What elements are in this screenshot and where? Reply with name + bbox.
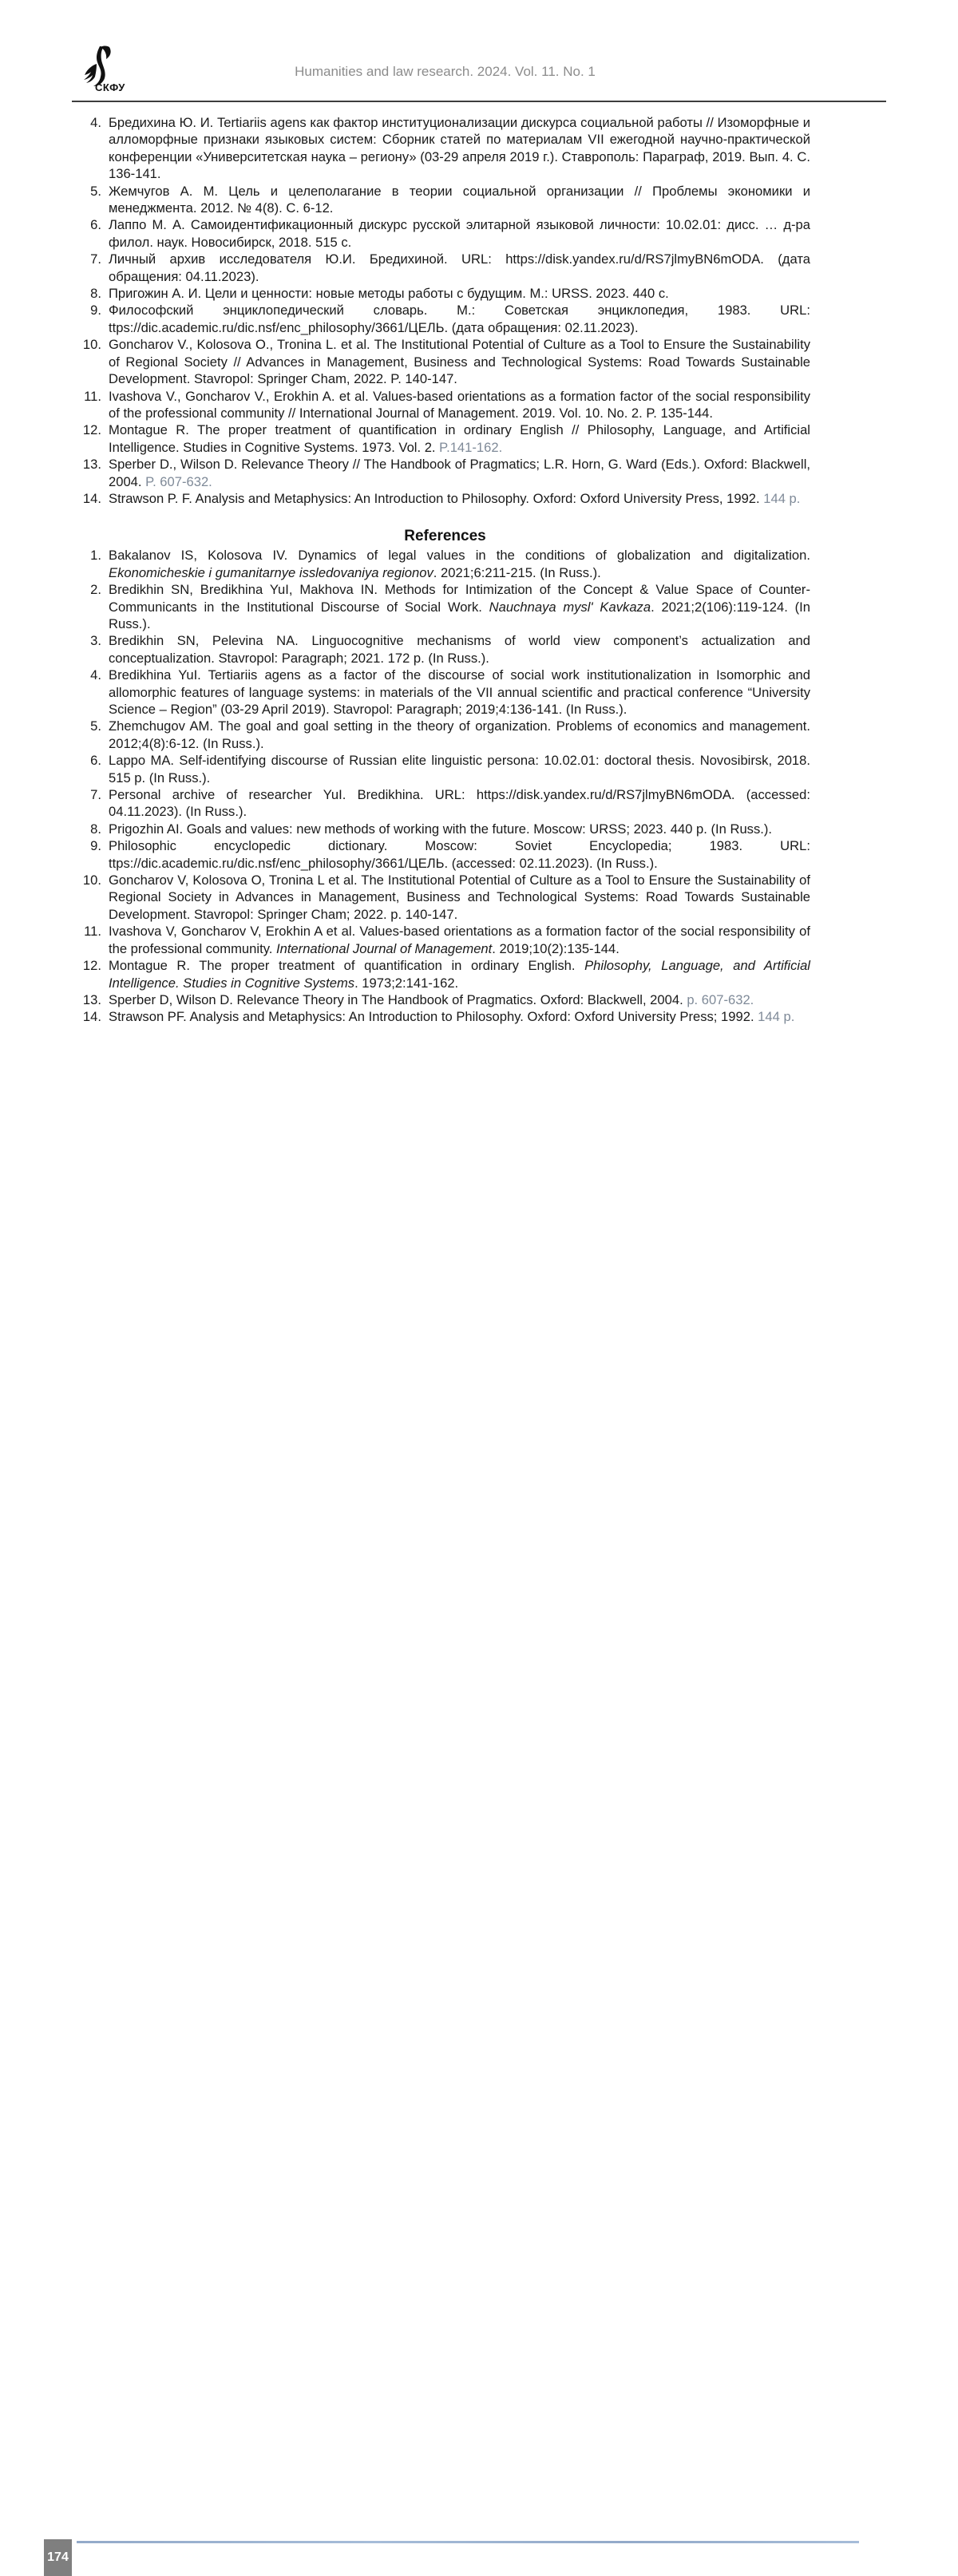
- journal-title: International Journal of Management: [275, 940, 493, 956]
- reference-text: [109, 456, 810, 490]
- reference-fragment: Sperber D, Wilson D. Relevance Theory in The Handbook of Pragmatics. Oxford: Blackwell, 2004.: [109, 991, 687, 1007]
- references-list: [80, 547, 810, 1025]
- reference-number: 12.: [82, 958, 101, 974]
- page-header: [0, 0, 958, 104]
- page-number-badge: 174: [44, 2539, 72, 2576]
- page-footer: [0, 1267, 958, 2564]
- reference-fragment: Bredikhin SN, Pelevina NA. Linguocognitive mechanisms of world view component’s actualization and conceptualization. Stavropol: Paragraph; 2021. 172 p. (In Russ.).: [109, 633, 810, 666]
- reference-item: [80, 667, 810, 718]
- reference-fragment: Ivashova V, Goncharov V, Erokhin A et al. Values-based orientations as a formation factor of the social responsibility of the professional community.: [109, 924, 810, 956]
- reference-text: [109, 923, 810, 957]
- reference-text: [109, 991, 810, 1008]
- reference-text: [109, 837, 810, 872]
- reference-number: 2.: [90, 582, 101, 598]
- reference-number: 4.: [90, 115, 101, 130]
- reference-text: [109, 388, 810, 422]
- reference-item: [80, 752, 810, 786]
- reference-number: 11.: [84, 388, 101, 404]
- reference-text: [109, 957, 810, 991]
- reference-item: [80, 251, 810, 285]
- reference-item: [80, 718, 810, 752]
- page-range-fragment: P. 607-632.: [145, 473, 212, 489]
- reference-fragment: Personal archive of researcher YuI. Bredikhina. URL: https://disk.yandex.ru/d/RS7jlmyBN6mODA. (accessed: 04.11.2023). (In Russ.).: [109, 787, 810, 820]
- reference-number: 6.: [90, 217, 101, 233]
- reference-item: [80, 285, 810, 302]
- reference-number: 12.: [82, 422, 101, 438]
- reference-fragment: Философский энциклопедический словарь. М.: Советская энциклопедия, 1983. URL: ttps://dic.academic.ru/dic.nsf/enc_philosophy/3661/ЦЕЛЬ. (дата обращения: 02.11.2023).: [109, 303, 810, 335]
- reference-number: 5.: [90, 718, 101, 734]
- reference-text: [109, 821, 810, 837]
- reference-fragment: Бредихина Ю. И. Tertiariis agens как фактор институционализации дискурса социальной работы // Изоморфные и алломорфные признаки языковых систем: Сборник статей по материалам VII ежегодной научно-практической конференции «Университетская наука – региону» (03-29 апреля 2019 г.). Ставрополь: Параграф, 2019. Вып. 4. С. 136-141.: [109, 115, 810, 182]
- reference-number: 10.: [82, 337, 101, 353]
- reference-number: 8.: [90, 821, 101, 837]
- reference-number: 14.: [82, 490, 101, 506]
- reference-text: [109, 667, 810, 718]
- reference-fragment: Philosophic encyclopedic dictionary. Moscow: Soviet Encyclopedia; 1983. URL: ttps://dic.academic.ru/dic.nsf/enc_philosophy/3661/ЦЕЛЬ. (accessed: 02.11.2023). (In Russ.).: [109, 838, 810, 871]
- reference-number: 10.: [82, 873, 101, 888]
- reference-fragment: Prigozhin AI. Goals and values: new methods of working with the future. Moscow: URSS; 2023. 440 p. (In Russ.).: [109, 821, 773, 837]
- reference-item: [80, 923, 810, 957]
- reference-text: [109, 336, 810, 387]
- reference-text: [109, 183, 810, 217]
- reference-number: 9.: [90, 838, 101, 854]
- reference-item: [80, 490, 810, 507]
- reference-fragment: . 2019;10(2):135-144.: [492, 940, 620, 956]
- reference-text: [109, 632, 810, 667]
- reference-fragment: . 2021;6:211-215. (In Russ.).: [433, 564, 601, 580]
- reference-item: [80, 114, 810, 183]
- reference-number: 14.: [82, 1009, 101, 1025]
- reference-fragment: Strawson P. F. Analysis and Metaphysics: An Introduction to Philosophy. Oxford: Oxford University Press, 1992.: [109, 490, 764, 506]
- reference-text: [109, 718, 810, 752]
- reference-item: [80, 786, 810, 821]
- reference-number: 13.: [82, 457, 101, 473]
- footer-rule: [77, 2541, 859, 2543]
- reference-text: [109, 216, 810, 251]
- reference-text: [109, 251, 810, 285]
- journal-title: Philosophy, Language, and Artificial Intelligence. Studies in Cognitive Systems: [109, 958, 810, 991]
- journal-title: Ekonomicheskie i gumanitarnye issledovaniya regionov: [109, 564, 433, 580]
- reference-item: [80, 302, 810, 336]
- reference-number: 1.: [90, 548, 101, 564]
- reference-item: [80, 872, 810, 923]
- reference-fragment: . 2021;2(106):119-124. (In Russ.).: [109, 599, 810, 631]
- reference-item: [80, 821, 810, 837]
- reference-item: [80, 456, 810, 490]
- reference-number: 11.: [84, 924, 101, 940]
- reference-item: [80, 183, 810, 217]
- reference-text: [109, 1008, 810, 1025]
- reference-text: [109, 302, 810, 336]
- reference-text: [109, 872, 810, 923]
- reference-number: 6.: [90, 753, 101, 769]
- reference-fragment: Sperber D., Wilson D. Relevance Theory // The Handbook of Pragmatics; L.R. Horn, G. Ward (Eds.). Oxford: Blackwell, 2004.: [109, 457, 810, 489]
- reference-number: 13.: [82, 991, 101, 1007]
- reference-number: 3.: [90, 633, 101, 649]
- reference-item: [80, 388, 810, 422]
- reference-item: [80, 632, 810, 667]
- reference-text: [109, 490, 810, 507]
- page-range-fragment: p. 607-632.: [687, 991, 754, 1007]
- reference-fragment: Goncharov V, Kolosova O, Tronina L et al. The Institutional Potential of Culture as a Tool to Ensure the Sustainability of Regional Society in Advances in Management, Business and Technological Systems: Road Towards Sustainable Development. Stavropol: Springer Cham; 2022. p. 140-147.: [109, 873, 810, 922]
- reference-number: 5.: [90, 183, 101, 199]
- reference-text: [109, 285, 810, 302]
- reference-fragment: Пригожин А. И. Цели и ценности: новые методы работы с будущим. М.: URSS. 2023. 440 с.: [109, 286, 669, 302]
- reference-fragment: . 1973;2:141-162.: [354, 975, 459, 991]
- reference-fragment: Лаппо М. А. Самоидентификационный дискурс русской элитарной языковой личности: 10.02.01: дисс. … д-ра филол. наук. Новосибирск, 2018. 515 с.: [109, 217, 810, 250]
- reference-item: [80, 581, 810, 632]
- reference-number: 9.: [90, 303, 101, 319]
- reference-fragment: Zhemchugov AM. The goal and goal setting in the theory of organization. Problems of economics and management. 2012;4(8):6-12. (In Russ.).: [109, 718, 810, 751]
- reference-number: 7.: [90, 787, 101, 803]
- journal-title: Nauchnaya mysl' Kavkaza: [489, 599, 651, 615]
- reference-fragment: Bredikhina YuI. Tertiariis agens as a factor of the discourse of social work institutionalization in Isomorphic and allomorphic features of language systems: in materials of the VII annual scientific and practical conference “University Science – Region” (03-29 April 2019). Stavropol: Paragraph; 2019;4:136-141. (In Russ.).: [109, 667, 810, 717]
- reference-text: [109, 786, 810, 821]
- reference-fragment: Bakalanov IS, Kolosova IV. Dynamics of legal values in the conditions of globalization and digitalization.: [109, 548, 810, 564]
- reference-text: [109, 752, 810, 786]
- reference-number: 4.: [90, 667, 101, 683]
- reference-fragment: Bredikhin SN, Bredikhina YuI, Makhova IN. Methods for Intimization of the Concept & Value Space of Counter-Communicants in the Institutional Discourse of Social Work.: [109, 582, 810, 615]
- reference-item: [80, 957, 810, 991]
- reference-fragment: Ivashova V., Goncharov V., Erokhin A. et al. Values-based orientations as a formation factor of the social responsibility of the professional community // International Journal of Management. 2019. Vol. 10. No. 2. P. 135-144.: [109, 388, 810, 421]
- reference-item: [80, 1008, 810, 1025]
- reference-text: [109, 114, 810, 183]
- header-rule: [72, 101, 886, 102]
- reference-item: [80, 547, 810, 581]
- reference-item: [80, 336, 810, 387]
- reference-item: [80, 837, 810, 872]
- reference-text: [109, 581, 810, 632]
- page-range-fragment: 144 p.: [758, 1009, 795, 1025]
- page-range-fragment: 144 p.: [763, 490, 801, 506]
- page-range-fragment: P.141-162.: [439, 439, 503, 455]
- running-head: Humanities and law research. 2024. Vol. 11. No. 1: [295, 64, 596, 79]
- reference-fragment: Жемчугов А. М. Цель и целеполагание в теории социальной организации // Проблемы экономики и менеджмента. 2012. № 4(8). С. 6-12.: [109, 183, 810, 216]
- reference-fragment: Личный архив исследователя Ю.И. Бредихиной. URL: https://disk.yandex.ru/d/RS7jlmyBN6mODA. (дата обращения: 04.11.2023).: [109, 251, 810, 284]
- reference-text: [109, 547, 810, 581]
- reference-item: [80, 216, 810, 251]
- logo-caption: СКФУ: [95, 81, 125, 93]
- reference-number: 7.: [90, 251, 101, 267]
- reference-fragment: Lappo MA. Self-identifying discourse of Russian elite linguistic persona: 10.02.01: doctoral thesis. Novosibirsk, 2018. 515 p. (In Russ.).: [109, 753, 810, 785]
- reference-fragment: Strawson PF. Analysis and Metaphysics: An Introduction to Philosophy. Oxford: Oxford University Press; 1992.: [109, 1009, 758, 1025]
- reference-number: 8.: [90, 286, 101, 302]
- reference-fragment: Montague R. The proper treatment of quantification in ordinary English.: [109, 958, 585, 974]
- page-content: [80, 114, 810, 1026]
- bibliography-list: [80, 114, 810, 507]
- reference-fragment: Montague R. The proper treatment of quantification in ordinary English // Philosophy, Language, and Artificial Intelligence. Studies in Cognitive Systems. 1973. Vol. 2.: [109, 422, 810, 455]
- reference-item: [80, 421, 810, 456]
- reference-item: [80, 991, 810, 1008]
- reference-fragment: Goncharov V., Kolosova O., Tronina L. et al. The Institutional Potential of Culture as a Tool to Ensure the Sustainability of Regional Society // Advances in Management, Business and Technological Systems: Road Towards Sustainable Development. Stavropol: Springer Cham, 2022. P. 140-147.: [109, 337, 810, 387]
- reference-text: [109, 421, 810, 456]
- references-heading: References: [404, 528, 486, 545]
